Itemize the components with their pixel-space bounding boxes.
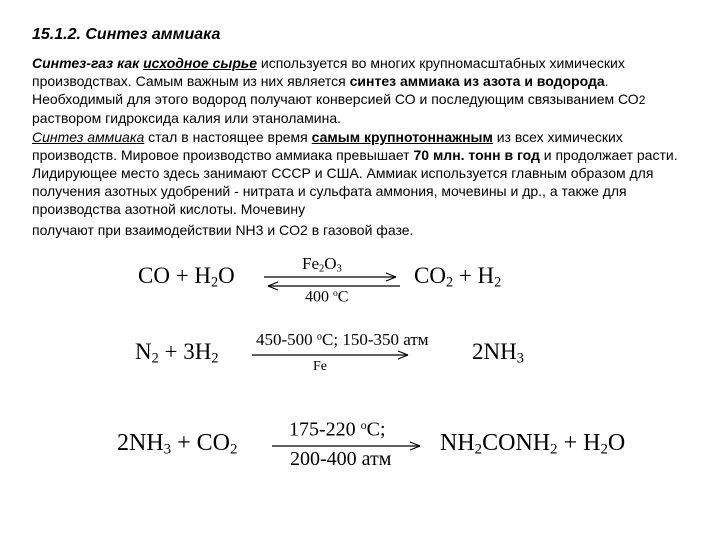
term-ammonia-synthesis-link: Синтез аммиака <box>32 129 145 145</box>
term-raw-material: исходное сырье <box>143 55 257 71</box>
text-fragment: из всех химических производств. Мировое производство аммиака превышает <box>32 129 623 163</box>
term-production-volume: 70 млн. тонн в год <box>413 147 540 163</box>
equation-urea-synthesis <box>0 420 720 480</box>
equation-ammonia-synthesis <box>0 330 720 380</box>
eq1-reactants: CO + $H_2O$ <box>138 263 235 291</box>
eq1-catalyst: $Fe_2O_3$ <box>302 254 342 275</box>
co2-subscript: 2 <box>638 93 646 107</box>
eq1-conditions: 400 $^o$C <box>305 288 349 306</box>
eq3-conditions-temp: 175-220 $^o$C; <box>289 418 386 441</box>
eq3-reactants: $2NH_3 + CO_2$ <box>117 430 238 458</box>
text-fragment: стал в настоящее время <box>144 129 312 145</box>
paragraph-ammonia <box>32 128 692 239</box>
page-title: 15.1.2. Синтез аммиака <box>32 26 221 43</box>
eq2-conditions: 450-500 $^o$C; 150-350 атм <box>256 330 429 349</box>
text-fragment: и продолжает расти. Лидирующее место здесь занимают СССР и США. Аммиак используется главным образом для получения азотных удобрений - нитрата и сульфата аммония, мочевины и др., а также для производства азотной кислоты. Мочевину <box>32 147 678 217</box>
text-fragment: раствором гидроксида калия или этаноламина. <box>32 110 342 126</box>
eq2-reaction-arrow <box>250 350 420 362</box>
eq2-products: $2NH_3$ <box>472 339 524 367</box>
term-ammonia-synthesis: синтез аммиака из азота и водорода <box>349 73 605 89</box>
eq3-conditions-pressure: 200-400 атм <box>290 448 392 470</box>
text-last-line: получают при взаимодействии NH3 и CO2 в газовой фазе. <box>32 222 414 238</box>
text-fragment: используется во многих крупномасштабных химических производствах. Самым важным из них является <box>32 55 625 89</box>
equation-water-gas-shift <box>0 255 720 315</box>
eq3-products: $NH_2CONH_2 + H_2O$ <box>440 430 626 458</box>
eq1-products: $CO_2 + H_2$ <box>414 263 502 291</box>
eq2-reactants: $N_2 + 3H_2$ <box>135 339 219 367</box>
term-largest-tonnage: самым крупнотоннажным <box>311 129 493 145</box>
paragraph-syngas <box>32 54 692 127</box>
text-fragment: . Необходимый для этого водород получают конверсией СО и последующим связыванием СО <box>32 73 639 107</box>
eq2-catalyst: Fe <box>313 359 327 374</box>
term-syngas: Синтез-газ как <box>32 55 140 71</box>
